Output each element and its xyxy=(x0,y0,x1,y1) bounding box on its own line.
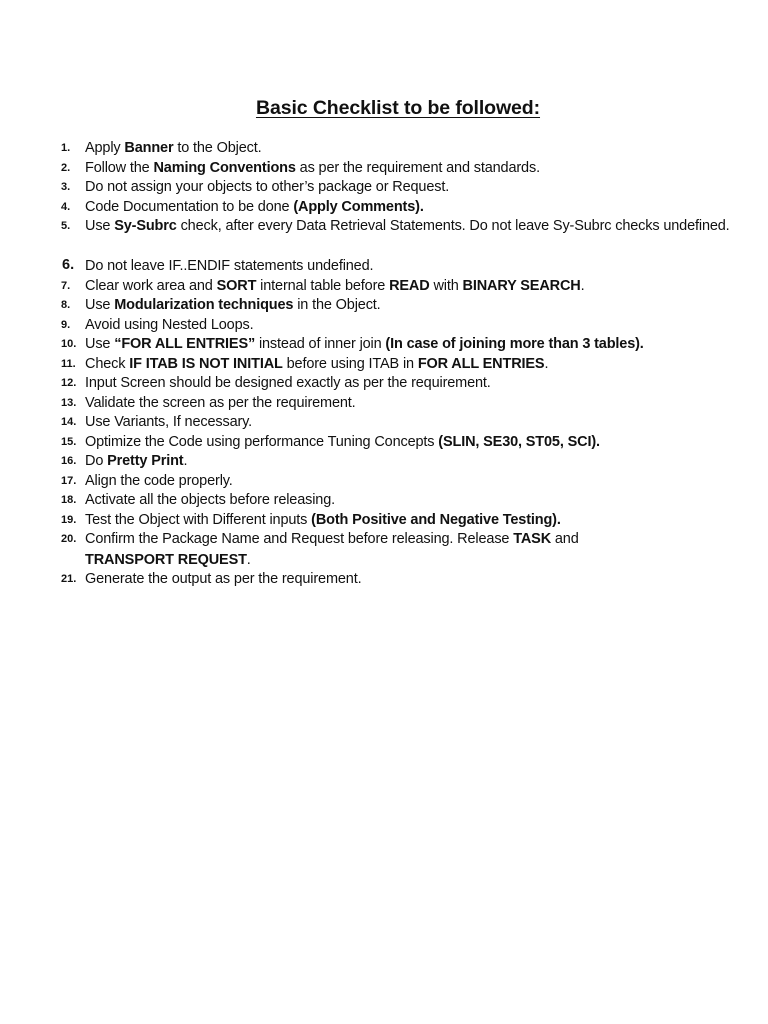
item-number: 21. xyxy=(61,573,77,585)
list-item xyxy=(0,569,768,589)
list-item xyxy=(0,451,768,471)
item-number: 12. xyxy=(61,377,77,389)
checklist xyxy=(0,138,768,589)
item-text: Apply Banner to the Object. xyxy=(85,140,262,156)
item-text: Test the Object with Different inputs (Both Positive and Negative Testing). xyxy=(85,511,561,528)
list-item xyxy=(0,510,768,530)
item-text: Generate the output as per the requirement. xyxy=(85,571,362,587)
item-number: 7. xyxy=(61,279,71,292)
list-item xyxy=(0,432,768,452)
item-text: Do Pretty Print. xyxy=(85,453,188,469)
list-item xyxy=(0,276,768,296)
item-text: Align the code properly. xyxy=(85,472,233,489)
list-item xyxy=(0,295,768,315)
item-text: Code Documentation to be done (Apply Comments). xyxy=(85,198,424,215)
list-item xyxy=(0,393,768,413)
item-number: 16. xyxy=(61,455,77,467)
item-number: 3. xyxy=(61,181,71,193)
item-text: Confirm the Package Name and Request before releasing. Release TASK and TRANSPORT REQUEST. xyxy=(85,531,579,568)
item-text: Activate all the objects before releasing. xyxy=(85,492,336,508)
item-number: 8. xyxy=(61,299,71,311)
item-number: 1. xyxy=(61,142,71,154)
list-item xyxy=(0,197,768,217)
item-number: 13. xyxy=(61,396,77,409)
item-number: 4. xyxy=(61,200,71,213)
list-item xyxy=(0,216,768,256)
item-text: Check IF ITAB IS NOT INITIAL before using ITAB in FOR ALL ENTRIES. xyxy=(85,355,549,372)
item-text: Validate the screen as per the requirement. xyxy=(85,394,356,411)
item-number: 18. xyxy=(61,494,77,506)
item-number: 6. xyxy=(62,257,75,273)
list-item xyxy=(0,529,768,569)
item-number: 2. xyxy=(61,161,71,174)
item-text: Use “FOR ALL ENTRIES” instead of inner join (In case of joining more than 3 tables). xyxy=(85,336,644,352)
list-item xyxy=(0,373,768,393)
list-item xyxy=(0,354,768,374)
list-item xyxy=(0,490,768,510)
list-item xyxy=(0,177,768,197)
item-number: 10. xyxy=(61,338,77,350)
item-text: Use Sy-Subrc check, after every Data Retrieval Statements. Do not leave Sy-Subrc checks undefined. xyxy=(85,218,730,234)
item-number: 5. xyxy=(61,220,71,232)
list-item xyxy=(0,138,768,158)
item-text: Avoid using Nested Loops. xyxy=(85,316,254,333)
list-item xyxy=(0,315,768,335)
item-text: Clear work area and SORT internal table before READ with BINARY SEARCH. xyxy=(85,277,585,294)
item-text: Use Variants, If necessary. xyxy=(85,414,253,430)
list-item xyxy=(0,334,768,354)
item-number: 19. xyxy=(61,513,77,526)
item-text: Use Modularization techniques in the Object. xyxy=(85,297,381,313)
item-number: 9. xyxy=(61,318,71,331)
item-text: Optimize the Code using performance Tuning Concepts (SLIN, SE30, ST05, SCI). xyxy=(85,433,600,450)
list-item xyxy=(0,412,768,432)
item-text: Do not leave IF..ENDIF statements undefined. xyxy=(85,258,374,274)
list-item xyxy=(0,158,768,178)
item-text: Do not assign your objects to other’s package or Request. xyxy=(85,179,450,195)
item-number: 20. xyxy=(61,533,77,545)
page-title: Basic Checklist to be followed: xyxy=(255,97,541,119)
item-text: Input Screen should be designed exactly as per the requirement. xyxy=(85,375,491,391)
item-number: 15. xyxy=(61,435,77,448)
item-text: Follow the Naming Conventions as per the requirement and standards. xyxy=(85,159,540,176)
item-number: 14. xyxy=(61,416,77,428)
item-number: 11. xyxy=(61,357,76,370)
list-item xyxy=(0,471,768,491)
list-item xyxy=(0,256,768,276)
item-number: 17. xyxy=(61,474,77,487)
